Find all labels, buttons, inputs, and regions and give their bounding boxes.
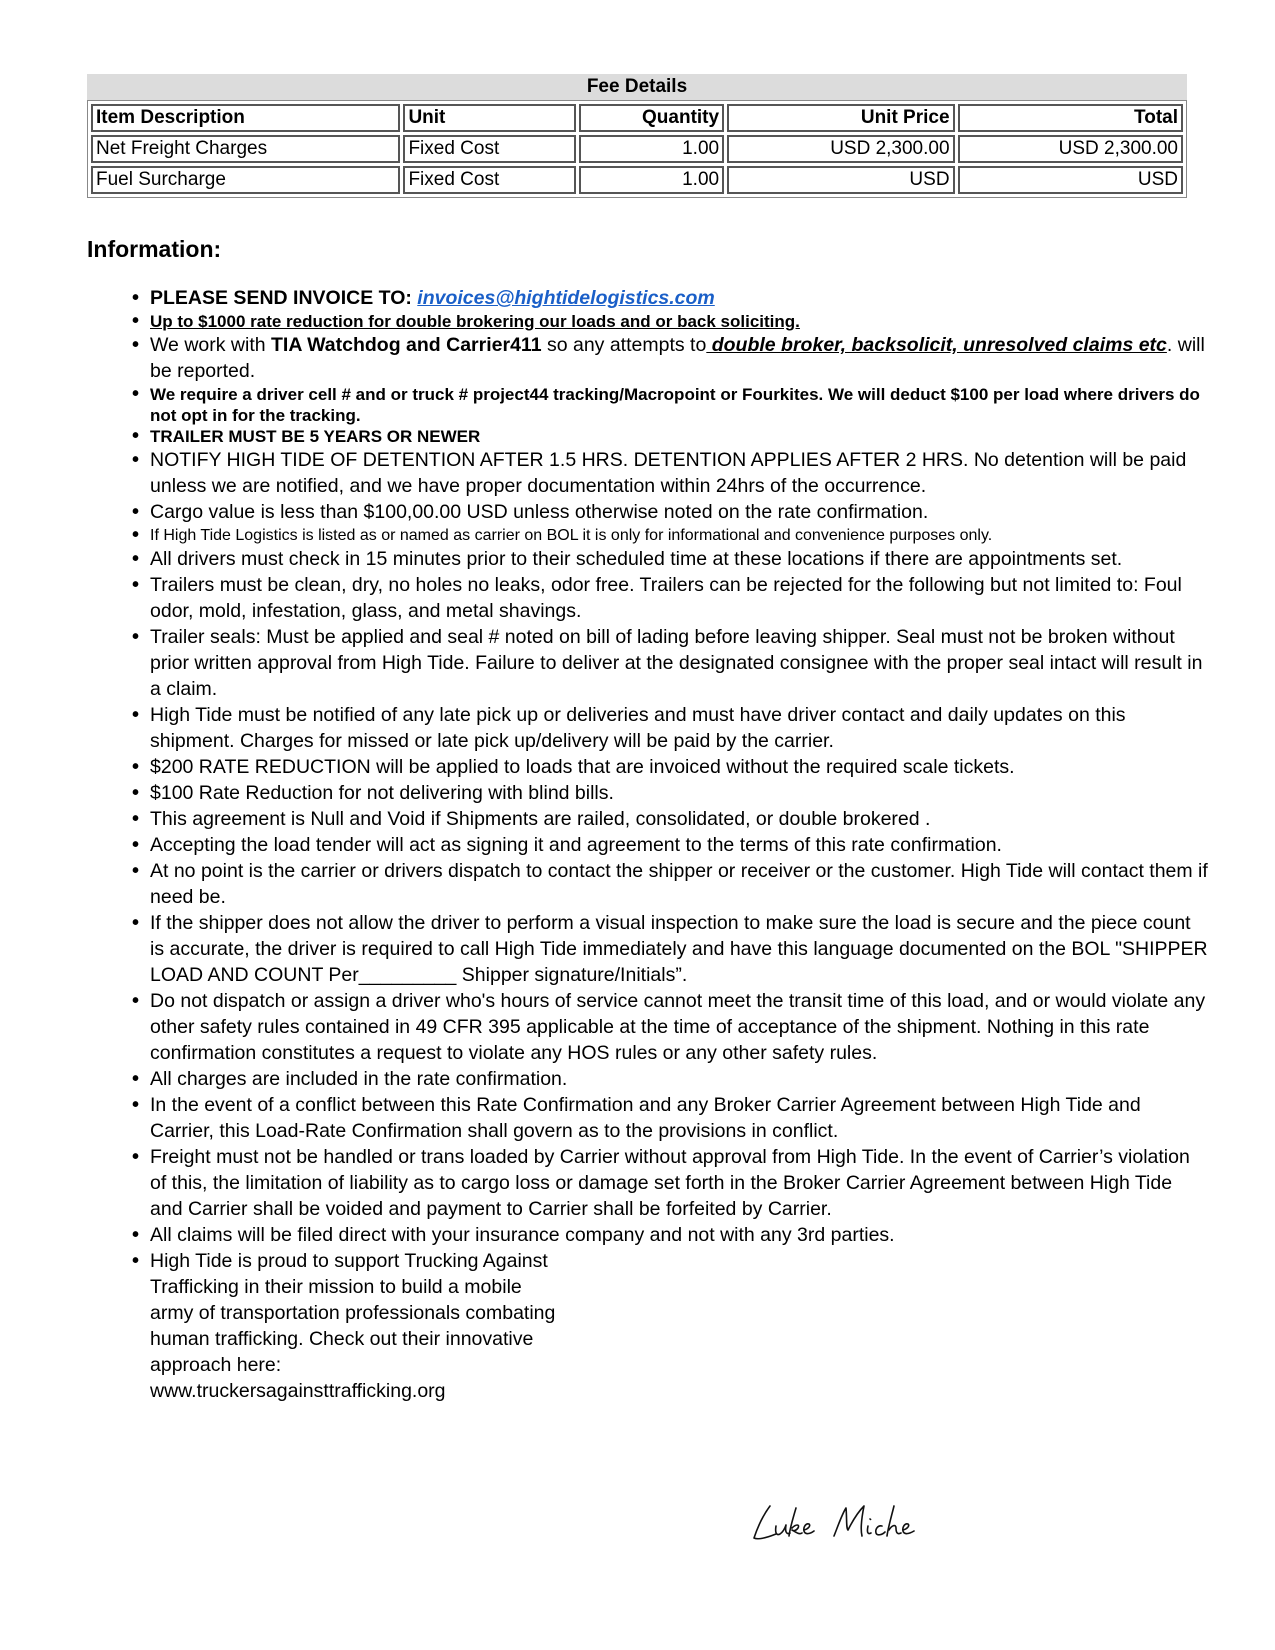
list-item-tracking: • We require a driver cell # and or truck # project44 tracking/Macropoint or Fourkites. We will deduct $100 per load where drivers do not opt in for the tracking. — [150, 384, 1210, 426]
list-item-null-void: • This agreement is Null and Void if Shipments are railed, consolidated, or double brokered . — [150, 806, 1210, 832]
list-item-no-contact: • At no point is the carrier or drivers dispatch to contact the shipper or receiver or the customer. High Tide will contact them if need be. — [150, 858, 1210, 910]
header-quantity: Quantity — [579, 104, 725, 132]
cell-unit: Fixed Cost — [403, 166, 575, 194]
fee-details-section — [87, 74, 1187, 198]
header-unit-price: Unit Price — [727, 104, 954, 132]
list-item-cargo-value: • Cargo value is less than $100,00.00 USD unless otherwise noted on the rate confirmation. — [150, 499, 1210, 525]
list-item-claims: • All claims will be filed direct with your insurance company and not with any 3rd parties. — [150, 1222, 1210, 1248]
cell-unit: Fixed Cost — [403, 135, 575, 163]
list-item-trailer-age: • TRAILER MUST BE 5 YEARS OR NEWER — [150, 426, 1210, 447]
list-item-check-in: • All drivers must check in 15 minutes prior to their scheduled time at these locations if there are appointments set. — [150, 546, 1210, 572]
list-item-blind-bills: • $100 Rate Reduction for not delivering with blind bills. — [150, 780, 1210, 806]
information-heading: Information: — [87, 236, 222, 262]
signature — [748, 1500, 938, 1548]
fee-table — [87, 100, 1187, 198]
header-item-description: Item Description — [91, 104, 400, 132]
tia-text-1: We work with — [150, 334, 271, 356]
list-item-trafficking — [150, 1248, 1210, 1404]
tia-text-4: double broker, backsolicit, unresolved claims etc — [706, 334, 1167, 356]
table-row — [91, 166, 1183, 194]
cell-unit-price: USD — [727, 166, 954, 194]
trafficking-text: High Tide is proud to support Trucking Against Trafficking in their mission to build a mobile army of transportation professionals combating human trafficking. Check out their innovative approach here: www.truckersagainsttrafficking.org — [150, 1250, 556, 1402]
cell-total: USD — [958, 166, 1183, 194]
cell-item-description: Fuel Surcharge — [91, 166, 400, 194]
list-item-trans-loaded: • Freight must not be handled or trans loaded by Carrier without approval from High Tide. In the event of Carrier’s violation of this, the limitation of liability as to cargo loss or damage set forth in the Broker Carrier Agreement between High Tide and Carrier shall be voided and payment to Carrier shall be forfeited by Carrier. — [150, 1144, 1210, 1222]
cell-quantity: 1.00 — [579, 166, 725, 194]
rate-reduction-text: Up to $1000 rate reduction for double brokering our loads and or back soliciting. — [150, 312, 800, 331]
tia-text-3: so any attempts to — [541, 334, 707, 356]
cell-item-description: Net Freight Charges — [91, 135, 400, 163]
list-item-inspection: • If the shipper does not allow the driver to perform a visual inspection to make sure the load is secure and the piece count is accurate, the driver is required to call High Tide immediately and have this language documented on the BOL "SHIPPER LOAD AND COUNT Per_________ Shipper signature/Initials”. — [150, 910, 1210, 988]
list-item-trailer-seals: • Trailer seals: Must be applied and seal # noted on bill of lading before leaving shipper. Seal must not be broken without prior written approval from High Tide. Failure to deliver at the designated consignee with the proper seal intact will result in a claim. — [150, 624, 1210, 702]
cell-unit-price: USD 2,300.00 — [727, 135, 954, 163]
header-total: Total — [958, 104, 1183, 132]
table-row — [91, 135, 1183, 163]
list-item-invoice — [150, 285, 1210, 311]
list-item-bol-carrier: • If High Tide Logistics is listed as or named as carrier on BOL it is only for informational and convenience purposes only. — [150, 525, 1210, 546]
invoice-email-link[interactable]: invoices@hightidelogistics.com — [417, 287, 715, 309]
list-item-tia — [150, 332, 1210, 384]
list-item-all-charges: • All charges are included in the rate confirmation. — [150, 1066, 1210, 1092]
list-item-trailers-clean: • Trailers must be clean, dry, no holes no leaks, odor free. Trailers can be rejected for the following but not limited to: Foul odor, mold, infestation, glass, and metal shavings. — [150, 572, 1210, 624]
header-unit: Unit — [403, 104, 575, 132]
list-item-scale-tickets: • $200 RATE REDUCTION will be applied to loads that are invoiced without the required scale tickets. — [150, 754, 1210, 780]
cell-quantity: 1.00 — [579, 135, 725, 163]
fee-table-header-row — [91, 104, 1183, 132]
list-item-accepting: • Accepting the load tender will act as signing it and agreement to the terms of this rate confirmation. — [150, 832, 1210, 858]
list-item-late-pickup: • High Tide must be notified of any late pick up or deliveries and must have driver contact and daily updates on this shipment. Charges for missed or late pick up/delivery will be paid by the carrier. — [150, 702, 1210, 754]
list-item-hos: • Do not dispatch or assign a driver who's hours of service cannot meet the transit time of this load, and or would violate any other safety rules contained in 49 CFR 395 applicable at the time of acceptance of the shipment. Nothing in this rate confirmation constitutes a request to violate any HOS rules or any other safety rules. — [150, 988, 1210, 1066]
tia-text-2: TIA Watchdog and Carrier411 — [271, 334, 542, 356]
invoice-label: PLEASE SEND INVOICE TO: — [150, 287, 418, 309]
list-item-conflict: • In the event of a conflict between this Rate Confirmation and any Broker Carrier Agreement between High Tide and Carrier, this Load-Rate Confirmation shall govern as to the provisions in conflict. — [150, 1092, 1210, 1144]
cell-total: USD 2,300.00 — [958, 135, 1183, 163]
tia-text-5: . will be reported. — [150, 334, 1205, 382]
list-item-detention: • NOTIFY HIGH TIDE OF DETENTION AFTER 1.5 HRS. DETENTION APPLIES AFTER 2 HRS. No detention will be paid unless we are notified, and we have proper documentation within 24hrs of the occurrence. — [150, 447, 1210, 499]
list-item-rate-reduction — [150, 311, 1210, 332]
fee-details-title: Fee Details — [87, 74, 1187, 100]
information-list — [126, 285, 1210, 1404]
